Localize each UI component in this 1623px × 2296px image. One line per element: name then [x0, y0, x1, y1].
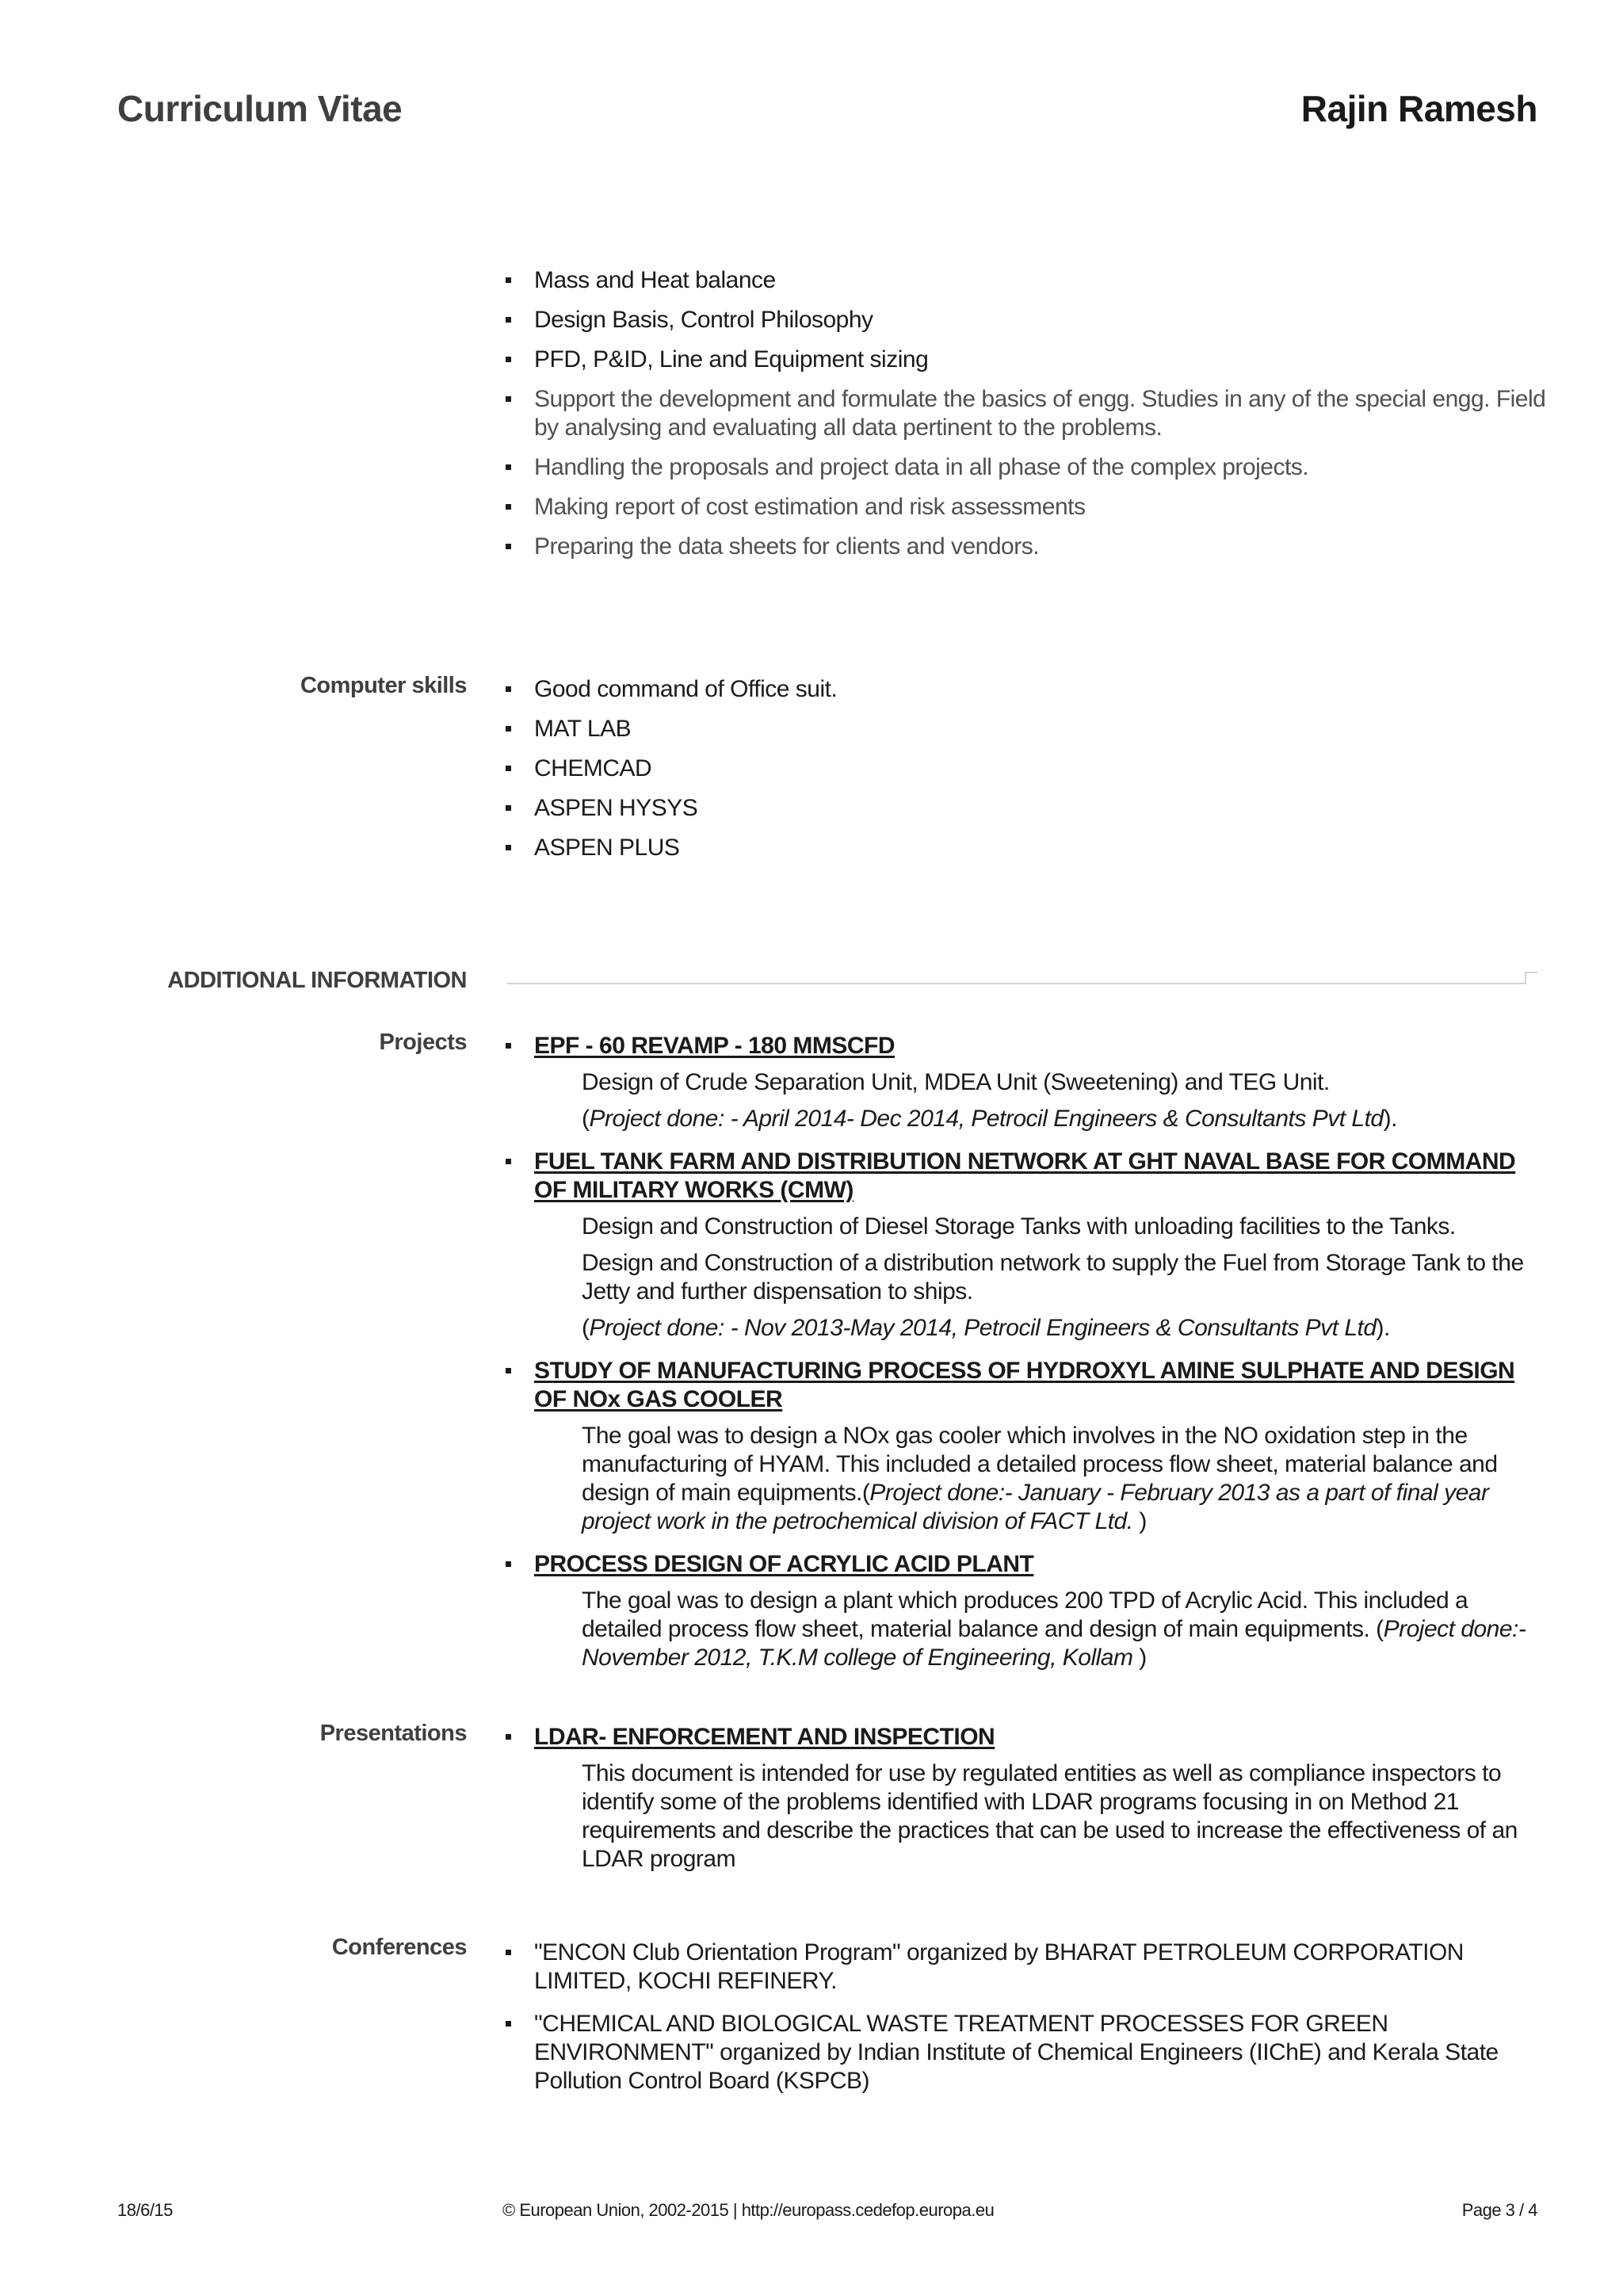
section-divider-corner: [1525, 972, 1537, 984]
presentations-section: [502, 1723, 1549, 1888]
list-item: PFD, P&ID, Line and Equipment sizing: [502, 346, 1549, 374]
project-body: [534, 1587, 1549, 1672]
footer-copyright: © European Union, 2002-2015 | http://europass.cedefop.europa.eu: [502, 2200, 995, 2220]
list-item: ASPEN HYSYS: [502, 794, 1549, 823]
duties-section: [502, 266, 1549, 572]
project-body: [534, 1422, 1549, 1536]
footer-page-number: Page 3 / 4: [1461, 2200, 1537, 2220]
project-title: PROCESS DESIGN OF ACRYLIC ACID PLANT: [534, 1551, 1034, 1577]
list-item: Mass and Heat balance: [502, 266, 1549, 295]
project-item: [502, 1032, 1549, 1133]
projects-section: [502, 1032, 1549, 1687]
list-item: Preparing the data sheets for clients and vendors.: [502, 533, 1549, 561]
project-item: [502, 1550, 1549, 1672]
projects-label: Projects: [379, 1030, 467, 1055]
list-item: "ENCON Club Orientation Program" organized by BHARAT PETROLEUM CORPORATION LIMITED, KOCHI REFINERY.: [502, 1939, 1549, 1996]
project-done: (Project done: - April 2014- Dec 2014, Petrocil Engineers & Consultants Pvt Ltd).: [582, 1106, 1397, 1132]
project-description: Design and Construction of Diesel Storage Tanks with unloading facilities to the Tanks.: [582, 1213, 1456, 1240]
list-item: Good command of Office suit.: [502, 675, 1549, 704]
project-item: [502, 1148, 1549, 1343]
project-description: The goal was to design a plant which produces 200 TPD of Acrylic Acid. This included a detailed process flow sheet, material balance and design of main equipments. (Project done:- November 2012, T.K.M college of Engineering, Kollam ): [582, 1587, 1526, 1671]
project-title: STUDY OF MANUFACTURING PROCESS OF HYDROXYL AMINE SULPHATE AND DESIGN OF NOx GAS COOLER: [534, 1358, 1515, 1412]
list-item: Support the development and formulate the basics of engg. Studies in any of the special engg. Field by analysing and evaluating all data pertinent to the problems.: [502, 385, 1549, 442]
project-title: FUEL TANK FARM AND DISTRIBUTION NETWORK AT GHT NAVAL BASE FOR COMMAND OF MILITARY WORKS (CMW): [534, 1148, 1516, 1203]
project-item: [502, 1357, 1549, 1536]
footer-date: 18/6/15: [117, 2200, 173, 2220]
presentation-title: LDAR- ENFORCEMENT AND INSPECTION: [534, 1724, 995, 1750]
list-item: Handling the proposals and project data in all phase of the complex projects.: [502, 453, 1549, 482]
computer-skills-list: [502, 675, 1549, 862]
list-item: CHEMCAD: [502, 755, 1549, 783]
list-item: MAT LAB: [502, 715, 1549, 743]
presentations-list: [502, 1723, 1549, 1874]
computer-skills-label: Computer skills: [300, 673, 467, 698]
conferences-label: Conferences: [331, 1935, 467, 1960]
project-description: Design of Crude Separation Unit, MDEA Unit (Sweetening) and TEG Unit.: [582, 1069, 1330, 1095]
duties-list: [502, 266, 1549, 561]
computer-skills-section: [502, 675, 1549, 873]
list-item: Design Basis, Control Philosophy: [502, 306, 1549, 334]
list-item: ASPEN PLUS: [502, 834, 1549, 862]
section-divider: [507, 983, 1526, 984]
cv-title: Curriculum Vitae: [117, 88, 403, 129]
presentation-item: [502, 1723, 1549, 1874]
list-item: "CHEMICAL AND BIOLOGICAL WASTE TREATMENT PROCESSES FOR GREEN ENVIRONMENT" organized by Indian Institute of Chemical Engineers (IIChE) and Kerala State Pollution Control Board (KSPCB): [502, 2010, 1549, 2095]
project-body: [534, 1068, 1549, 1133]
presentation-body: [534, 1759, 1549, 1874]
list-item: Making report of cost estimation and risk assessments: [502, 493, 1549, 521]
project-title: EPF - 60 REVAMP - 180 MMSCFD: [534, 1033, 895, 1059]
project-description: The goal was to design a NOx gas cooler which involves in the NO oxidation step in the manufacturing of HYAM. This included a detailed process flow sheet, material balance and design of main equipments.(Project done:- January - February 2013 as a part of final year project work in the petrochemical division of FACT Ltd. ): [582, 1423, 1498, 1534]
candidate-name: Rajin Ramesh: [1300, 88, 1537, 129]
projects-list: [502, 1032, 1549, 1672]
project-done: (Project done: - Nov 2013-May 2014, Petrocil Engineers & Consultants Pvt Ltd).: [582, 1315, 1390, 1341]
project-body: [534, 1213, 1549, 1343]
presentations-label: Presentations: [319, 1721, 467, 1746]
additional-info-heading: ADDITIONAL INFORMATION: [167, 968, 467, 993]
conferences-section: [502, 1939, 1549, 2107]
presentation-description: This document is intended for use by regulated entities as well as compliance inspectors to identify some of the problems identified with LDAR programs focusing in on Method 21 requirements and describe the practices that can be used to increase the effectiveness of an LDAR program: [582, 1760, 1518, 1872]
project-description: Design and Construction of a distribution network to supply the Fuel from Storage Tank to the Jetty and further dispensation to ships.: [582, 1250, 1524, 1305]
conferences-list: [502, 1939, 1549, 2095]
